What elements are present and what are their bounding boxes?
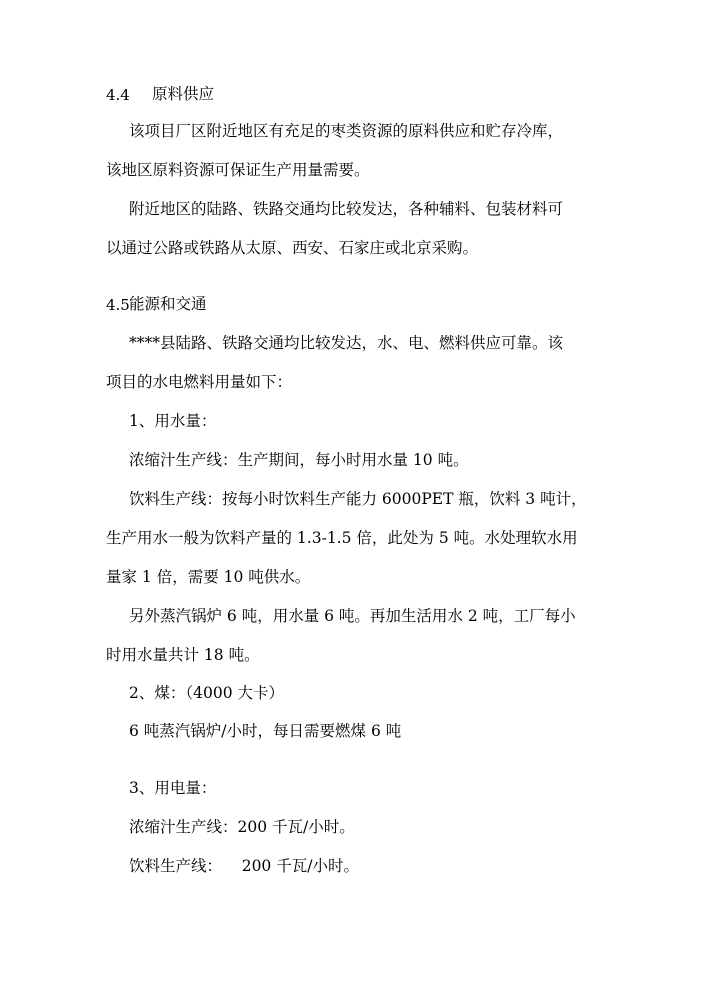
water-other-line: 时用水量共计 18 吨。 bbox=[106, 646, 260, 664]
water-heading: 1、用水量： bbox=[129, 412, 217, 430]
section-4-5-title: 能源和交通 bbox=[129, 295, 207, 313]
electricity-beverage-line: 饮料生产线： 200 千瓦/小时。 bbox=[129, 857, 359, 875]
electricity-concentrate-line: 浓缩汁生产线：200 千瓦/小时。 bbox=[129, 818, 355, 836]
electricity-heading: 3、用电量： bbox=[129, 779, 217, 797]
coal-line: 6 吨蒸汽锅炉/小时，每日需要燃煤 6 吨 bbox=[129, 722, 402, 740]
paragraph-line: 附近地区的陆路、铁路交通均比较发达，各种辅料、包装材料可 bbox=[129, 200, 564, 218]
section-4-4-number: 4.4 bbox=[106, 86, 130, 104]
water-beverage-line: 饮料生产线：按每小时饮料生产能力 6000PET 瓶，饮料 3 吨计， bbox=[129, 490, 587, 508]
water-beverage-line: 量家 1 倍，需要 10 吨供水。 bbox=[106, 568, 311, 586]
paragraph-line: 该项目厂区附近地区有充足的枣类资源的原料供应和贮存冷库， bbox=[129, 122, 564, 140]
coal-heading: 2、煤：（4000 大卡） bbox=[129, 684, 284, 702]
paragraph-line: ****县陆路、铁路交通均比较发达，水、电、燃料供应可靠。该 bbox=[129, 334, 564, 352]
water-concentrate-line: 浓缩汁生产线：生产期间，每小时用水量 10 吨。 bbox=[129, 451, 469, 469]
paragraph-line: 该地区原料资源可保证生产用量需要。 bbox=[106, 161, 370, 179]
water-other-line: 另外蒸汽锅炉 6 吨，用水量 6 吨。再加生活用水 2 吨，工厂每小 bbox=[129, 607, 576, 625]
section-4-5-number: 4.5 bbox=[106, 296, 130, 314]
paragraph-line: 项目的水电燃料用量如下： bbox=[106, 373, 293, 391]
section-4-4-title: 原料供应 bbox=[152, 85, 215, 103]
water-beverage-line: 生产用水一般为饮料产量的 1.3-1.5 倍，此处为 5 吨。水处理软水用 bbox=[106, 529, 578, 547]
paragraph-line: 以通过公路或铁路从太原、西安、石家庄或北京采购。 bbox=[106, 239, 479, 257]
